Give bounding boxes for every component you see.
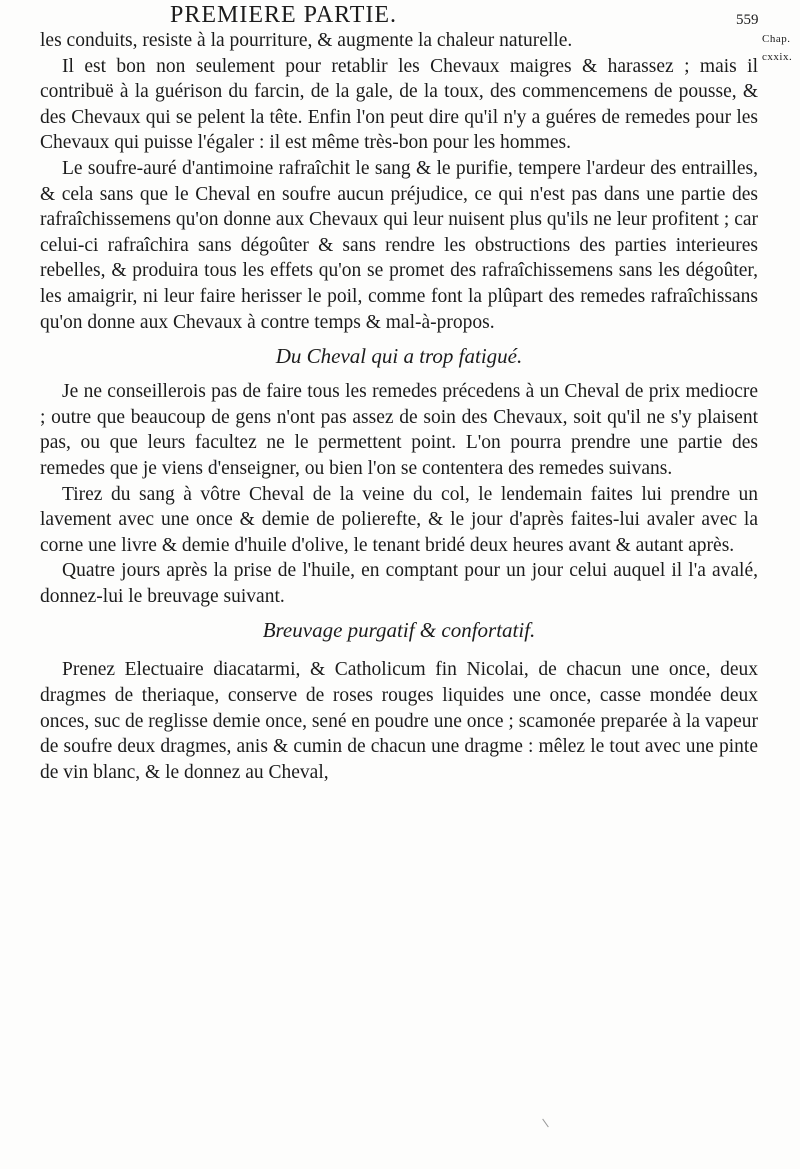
paragraph-continuation: les conduits, resiste à la pourriture, & augmente la chaleur naturelle. xyxy=(40,30,573,51)
chapter-label: Chap. xyxy=(762,33,791,45)
page-number: 559 xyxy=(736,12,759,28)
main-text xyxy=(40,28,758,785)
paragraph-recipe: Prenez Electuaire diacatarmi, & Catholicum fin Nicolai, de chacun une once, deux dragmes de theriaque, conserve de roses rouges liquides une once, casse mondée deux onces, suc de reglisse demie once, sené en poudre une once ; scamonée preparée à la vapeur de soufre deux dragmes, anis & cumin de chacun une dragme : mêlez le tout avec une pinte de vin blanc, & le donnez au Cheval, xyxy=(40,659,758,783)
section-heading-purgative: Breuvage purgatif & confortatif. xyxy=(262,618,536,643)
paragraph-benefits: Il est bon non seulement pour retablir les Chevaux maigres & harassez ; mais il contribuë à la guérison du farcin, de la gale, de la toux, des commencemens de pousse, & des Chevaux qui se pelent la tête. Enfin l'on peut dire qu'il n'y a guéres de remedes pour les Chevaux qui puisse l'égaler : il est même très-bon pour les hommes. xyxy=(40,55,758,154)
running-title: PREMIERE PARTIE. xyxy=(170,2,398,28)
section-heading-tired-horse: Du Cheval qui a trop fatigué. xyxy=(275,344,523,369)
ink-mark xyxy=(542,1119,549,1128)
paragraph-timing: Quatre jours après la prise de l'huile, en comptant pour un jour celui auquel il l'a avalé, donnez-lui le breuvage suivant. xyxy=(40,560,758,607)
paragraph-advice: Je ne conseillerois pas de faire tous les remedes précedens à un Cheval de prix mediocre ; outre que beaucoup de gens n'ont pas assez de soin des Chevaux, soit qu'il ne s'y plaisent pas, ou que leurs facultez ne le permettent point. L'on pourra prendre une partie des remedes que je viens d'enseigner, ou bien l'on se contentera des remedes suivans. xyxy=(40,381,758,479)
paragraph-antimony: Le soufre-auré d'antimoine rafraîchit le sang & le purifie, tempere l'ardeur des entrailles, & cela sans que le Cheval en soufre aucun préjudice, ce qui n'est pas dans une partie des rafraîchissemens qu'on donne aux Chevaux qui leur nuisent plus qu'ils ne leur profitent ; car celui-ci rafraîchira sans dégoûter & sans rendre les obstructions des parties interieures rebelles, & produira tous les effets qu'on se promet des rafraîchissemens sans les dégoûter, les amaigrir, ni leur faire herisser le poil, comme font la plûpart des remedes rafraîchissans qu'on donne aux Chevaux à contre temps & mal-à-propos. xyxy=(40,157,758,333)
paragraph-bleeding: Tirez du sang à vôtre Cheval de la veine du col, le lendemain faites lui prendre un lavement avec une once & demie de polierefte, & le jour d'après faites-lui avaler avec la corne une livre & demie d'huile d'olive, le tenant bridé deux heures avant & autant après. xyxy=(40,483,758,556)
chapter-number: cxxix. xyxy=(762,51,793,63)
chapter-margin-note xyxy=(762,30,800,66)
